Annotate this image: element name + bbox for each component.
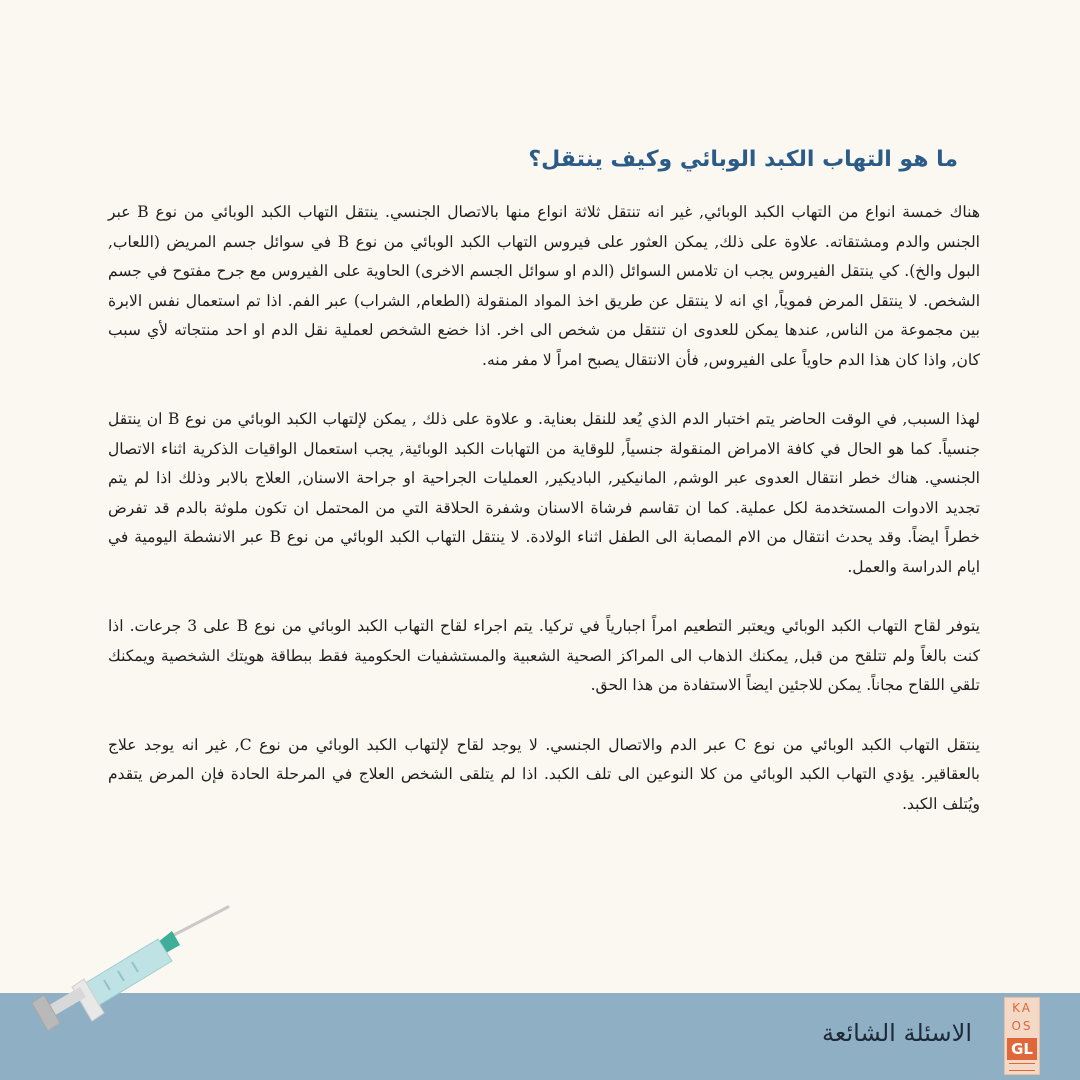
page-title: ما هو التهاب الكبد الوبائي وكيف ينتقل؟ [528, 147, 958, 172]
footer-title: الاسئلة الشائعة [822, 1019, 972, 1047]
syringe-icon [20, 895, 250, 1045]
paragraph-transmission: هناك خمسة انواع من التهاب الكبد الوبائي, غير انه تنتقل ثلاثة انواع منها بالاتصال الجنسي. ينتقل التهاب الكبد الوبائي من نوع B عبر الجنس والدم ومشتقاته. علاوة على ذلك, يمكن العثور على فيروس التهاب الكبد الوبائي من نوع B في سوائل جسم المريض (اللعاب, البول والخ). كي ينتقل الفيروس يجب ان تلامس السوائل (الدم او سوائل الجسم الاخرى) الحاوية على الفيروس مع جرح مفتوح في جسم الشخص. لا ينتقل المرض فموياً, اي انه لا ينتقل عن طريق اخذ المواد المنقولة (الطعام, الشراب) عبر الفم. اذا تم استعمال نفس الابرة بين مجموعة من الناس, عندها يمكن للعدوى ان تنتقل من شخص الى اخر. اذا خضع الشخص لعملية نقل الدم او احد منتجاته لأي سبب كان, واذا كان هذا الدم حاوياً على الفيروس, فأن الانتقال يصبح امراً لا مفر منه. [108, 203, 981, 369]
paragraph-vaccine: يتوفر لقاح التهاب الكبد الوبائي ويعتبر التطعيم امراً اجبارياً في تركيا. يتم اجراء لقاح التهاب الكبد الوبائي من نوع B على 3 جرعات. اذا كنت بالغاً ولم تتلقح من قبل, يمكنك الذهاب الى المراكز الصحية الشعبية والمستشفيات الحكومية فقط ببطاقة هويتك الشخصية ويمكنك تلقي اللقاح مجاناً. يمكن للاجئين ايضاً الاستفادة من هذا الحق. [108, 617, 980, 694]
logo-line-3: GL [1007, 1038, 1037, 1060]
article-body [108, 198, 980, 849]
logo-underline [1009, 1063, 1035, 1071]
paragraph-hepatitis-c: ينتقل التهاب الكبد الوبائي من نوع C عبر الدم والاتصال الجنسي. لا يوجد لقاح لإلتهاب الكبد الوبائي من نوع C, غير انه يوجد علاج بالعقاقير. يؤدي التهاب الكبد الوبائي من كلا النوعين الى تلف الكبد. اذا لم يتلقى الشخص العلاج في المرحلة الحادة فإن المرض يتقدم ويُتلف الكبد. [108, 735, 981, 813]
logo-line-1: KA [1012, 1001, 1032, 1015]
kaosgl-logo [1004, 997, 1040, 1075]
logo-line-2: OS [1011, 1019, 1033, 1033]
paragraph-prevention: لهذا السبب, في الوقت الحاضر يتم اختبار الدم الذي يُعد للنقل بعناية. و علاوة على ذلك , يمكن لإلتهاب الكبد الوبائي من نوع B ان ينتقل جنسياً. كما هو الحال في كافة الامراض المنقولة جنسياً, للوقاية من التهابات الكبد الوبائية, يجب استعمال الواقيات الذكرية اثناء الاتصال الجنسي. هناك خطر انتقال العدوى عبر الوشم, المانيكير, الباديكير, العمليات الجراحية او جراحة الاسنان, العلاج بالابر وذلك اذا لم يتم تجديد الادوات المستخدمة لكل عملية. كما ان تقاسم فرشاة الاسنان وشفرة الحلاقة التي من المحتمل ان تكون ملوثة بالدم قد تفرض خطراً ايضاً. وقد يحدث انتقال من الام المصابة الى الطفل اثناء الولادة. لا ينتقل التهاب الكبد الوبائي من نوع B عبر الانشطة اليومية في ايام الدراسة والعمل. [108, 410, 980, 576]
